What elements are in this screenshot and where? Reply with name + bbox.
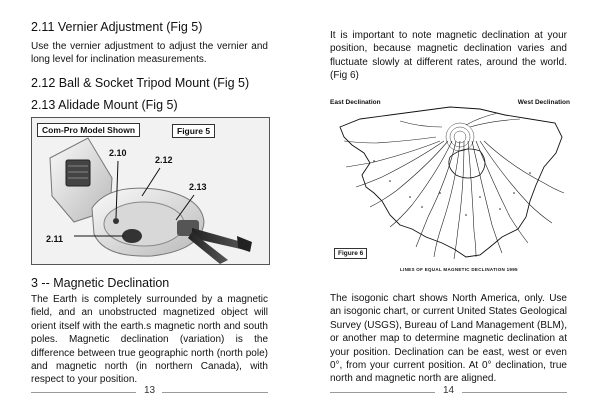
callout-2-10: 2.10 (109, 148, 127, 158)
compass-illustration (32, 118, 269, 264)
page-number-right: 14 (443, 385, 455, 396)
heading-tripod-mount: 2.12 Ball & Socket Tripod Mount (Fig 5) (31, 76, 250, 90)
callout-2-13: 2.13 (189, 182, 207, 192)
figure5-model-label: Com-Pro Model Shown (37, 123, 140, 137)
figure5-label: Figure 5 (172, 124, 215, 138)
footer-rule-left-p14 (330, 392, 435, 393)
page-number-left: 13 (144, 385, 156, 396)
footer-rule-left (31, 392, 136, 393)
callout-2-12: 2.12 (155, 155, 173, 165)
west-declination-label: West Declination (517, 99, 570, 106)
heading-vernier-adjustment: 2.11 Vernier Adjustment (Fig 5) (31, 20, 203, 34)
callout-2-11: 2.11 (46, 234, 64, 244)
figure-6-isogonic-chart (330, 97, 570, 277)
figure-5 (31, 117, 270, 265)
paragraph-vernier-adjustment: Use the vernier adjustment to adjust the vernier and long level for inclination measurements. (31, 41, 268, 66)
east-declination-label: East Declination (330, 99, 381, 106)
figure6-label: Figure 6 (334, 248, 367, 259)
footer-rule-right (162, 392, 268, 393)
figure6-caption: LINES OF EQUAL MAGNETIC DECLINATION 1995 (400, 267, 518, 272)
heading-alidade-mount: 2.13 Alidade Mount (Fig 5) (31, 98, 178, 112)
heading-magnetic-declination: 3 -- Magnetic Declination (31, 276, 170, 290)
paragraph-magnetic-declination: The Earth is completely surrounded by a magnetic field, and an unobstructed magnetized object will orient itself with the earth.s magnetic north and south poles. Magnetic declination (variation) is the difference between true geographic north (north pole) and magnetic north (in northern Canada), with respect to your position. (31, 294, 268, 386)
paragraph-isogonic-chart: The isogonic chart shows North America, only. Use an isogonic chart, or current United States Geological Survey (USGS), Bureau of Land Management (BLM), or another map to determine magnetic declination at your position. Declination can be east, west or even 0°, from your current position. At 0° declination, true north and magnetic north are aligned. (330, 293, 567, 385)
paragraph-declination-intro: It is important to note magnetic declination at your position, because magnetic declination varies and fluctuate slowly at different rates, around the world. (Fig 6) (330, 30, 567, 82)
footer-rule-right-p14 (462, 392, 567, 393)
